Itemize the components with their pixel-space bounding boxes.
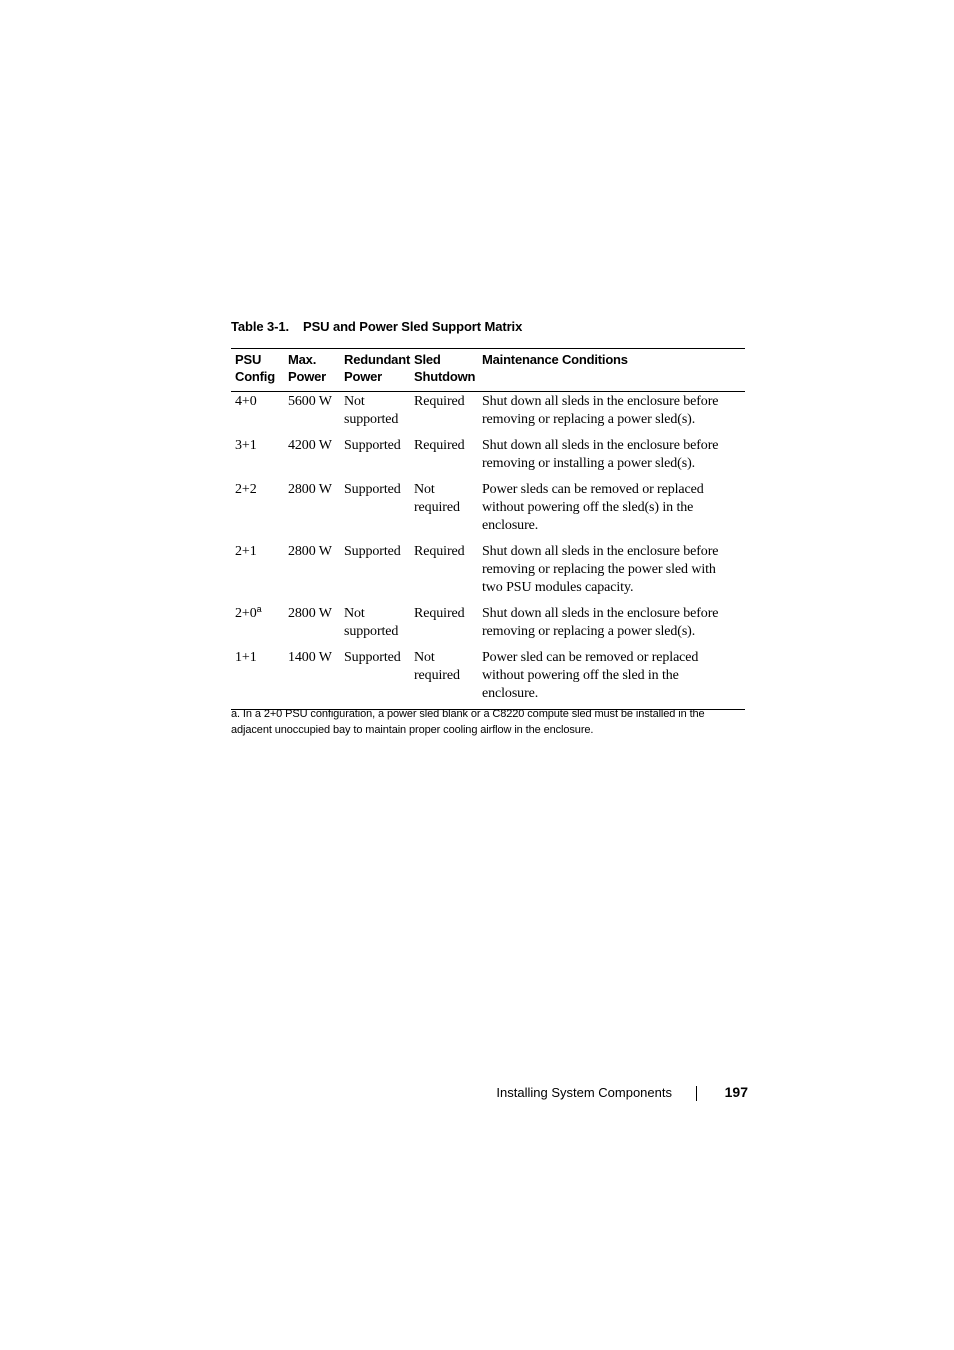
table-caption-number: Table 3-1. [231,319,290,334]
cell-redundant-power: Supported [344,650,401,665]
cell-maintenance-conditions: Shut down all sleds in the enclosure before removing or replacing a power sled(s). [482,606,719,639]
cell-psu-config: 4+0 [235,394,257,409]
cell-sled-shutdown: Required [414,606,465,621]
footer-section-title: Installing System Components [496,1085,672,1100]
table-row [231,648,745,710]
cell-sled-shutdown: Required [414,438,465,453]
cell-max-power: 4200 W [288,438,332,453]
table-caption-title: PSU and Power Sled Support Matrix [303,319,523,334]
cell-max-power: 2800 W [288,606,332,621]
cell-redundant-power: Supported [344,438,401,453]
cell-maintenance-conditions: Power sleds can be removed or replaced without powering off the sled(s) in the enclosure. [482,482,704,533]
cell-redundant-power: Supported [344,544,401,559]
cell-sled-shutdown: Not required [414,482,460,515]
cell-maintenance-conditions: Power sled can be removed or replaced without powering off the sled in the enclosure. [482,650,699,701]
cell-redundant-power: Supported [344,482,401,497]
cell-psu-config: 2+0$^a$ [235,604,262,621]
header-redundant-power: Redundant Power [344,352,411,384]
cell-redundant-power: Not supported [344,394,399,427]
table-row [231,436,745,480]
cell-psu-config: 2+2 [235,482,257,497]
footer-separator [696,1086,697,1101]
cell-psu-config: 1+1 [235,650,257,665]
cell-maintenance-conditions: Shut down all sleds in the enclosure before removing or replacing the power sled with two PSU modules capacity. [482,544,719,595]
cell-sled-shutdown: Not required [414,650,460,683]
cell-sled-shutdown: Required [414,544,465,559]
table-caption [231,319,522,334]
table-footnote [231,706,751,738]
cell-max-power: 1400 W [288,650,332,665]
cell-max-power: 2800 W [288,482,332,497]
cell-maintenance-conditions: Shut down all sleds in the enclosure before removing or installing a power sled(s). [482,438,719,471]
cell-max-power: 5600 W [288,394,332,409]
header-max-power: Max. Power [288,352,327,384]
table-row [231,392,745,437]
header-sled-shutdown: Sled Shutdown [414,352,476,384]
cell-sled-shutdown: Required [414,394,465,409]
page-number: 197 [724,1084,748,1100]
table-row [231,542,745,604]
cell-psu-config: 2+1 [235,544,257,559]
footnote-line: adjacent unoccupied bay to maintain proper cooling airflow in the enclosure. [231,724,594,736]
table-row [231,604,745,648]
header-maintenance-conditions: Maintenance Conditions [482,352,628,367]
footnote-marker: a [256,604,262,614]
table-header-row [231,349,745,392]
footnote-line: a. In a 2+0 PSU configuration, a power sled blank or a C8220 compute sled must be installed in the [231,708,705,720]
header-psu-config: PSU Config [235,352,275,384]
psu-support-matrix-table [231,348,745,710]
cell-maintenance-conditions: Shut down all sleds in the enclosure before removing or replacing a power sled(s). [482,394,719,427]
table-row [231,480,745,542]
cell-redundant-power: Not supported [344,606,399,639]
cell-psu-config: 3+1 [235,438,257,453]
cell-max-power: 2800 W [288,544,332,559]
page-footer [0,1083,954,1103]
